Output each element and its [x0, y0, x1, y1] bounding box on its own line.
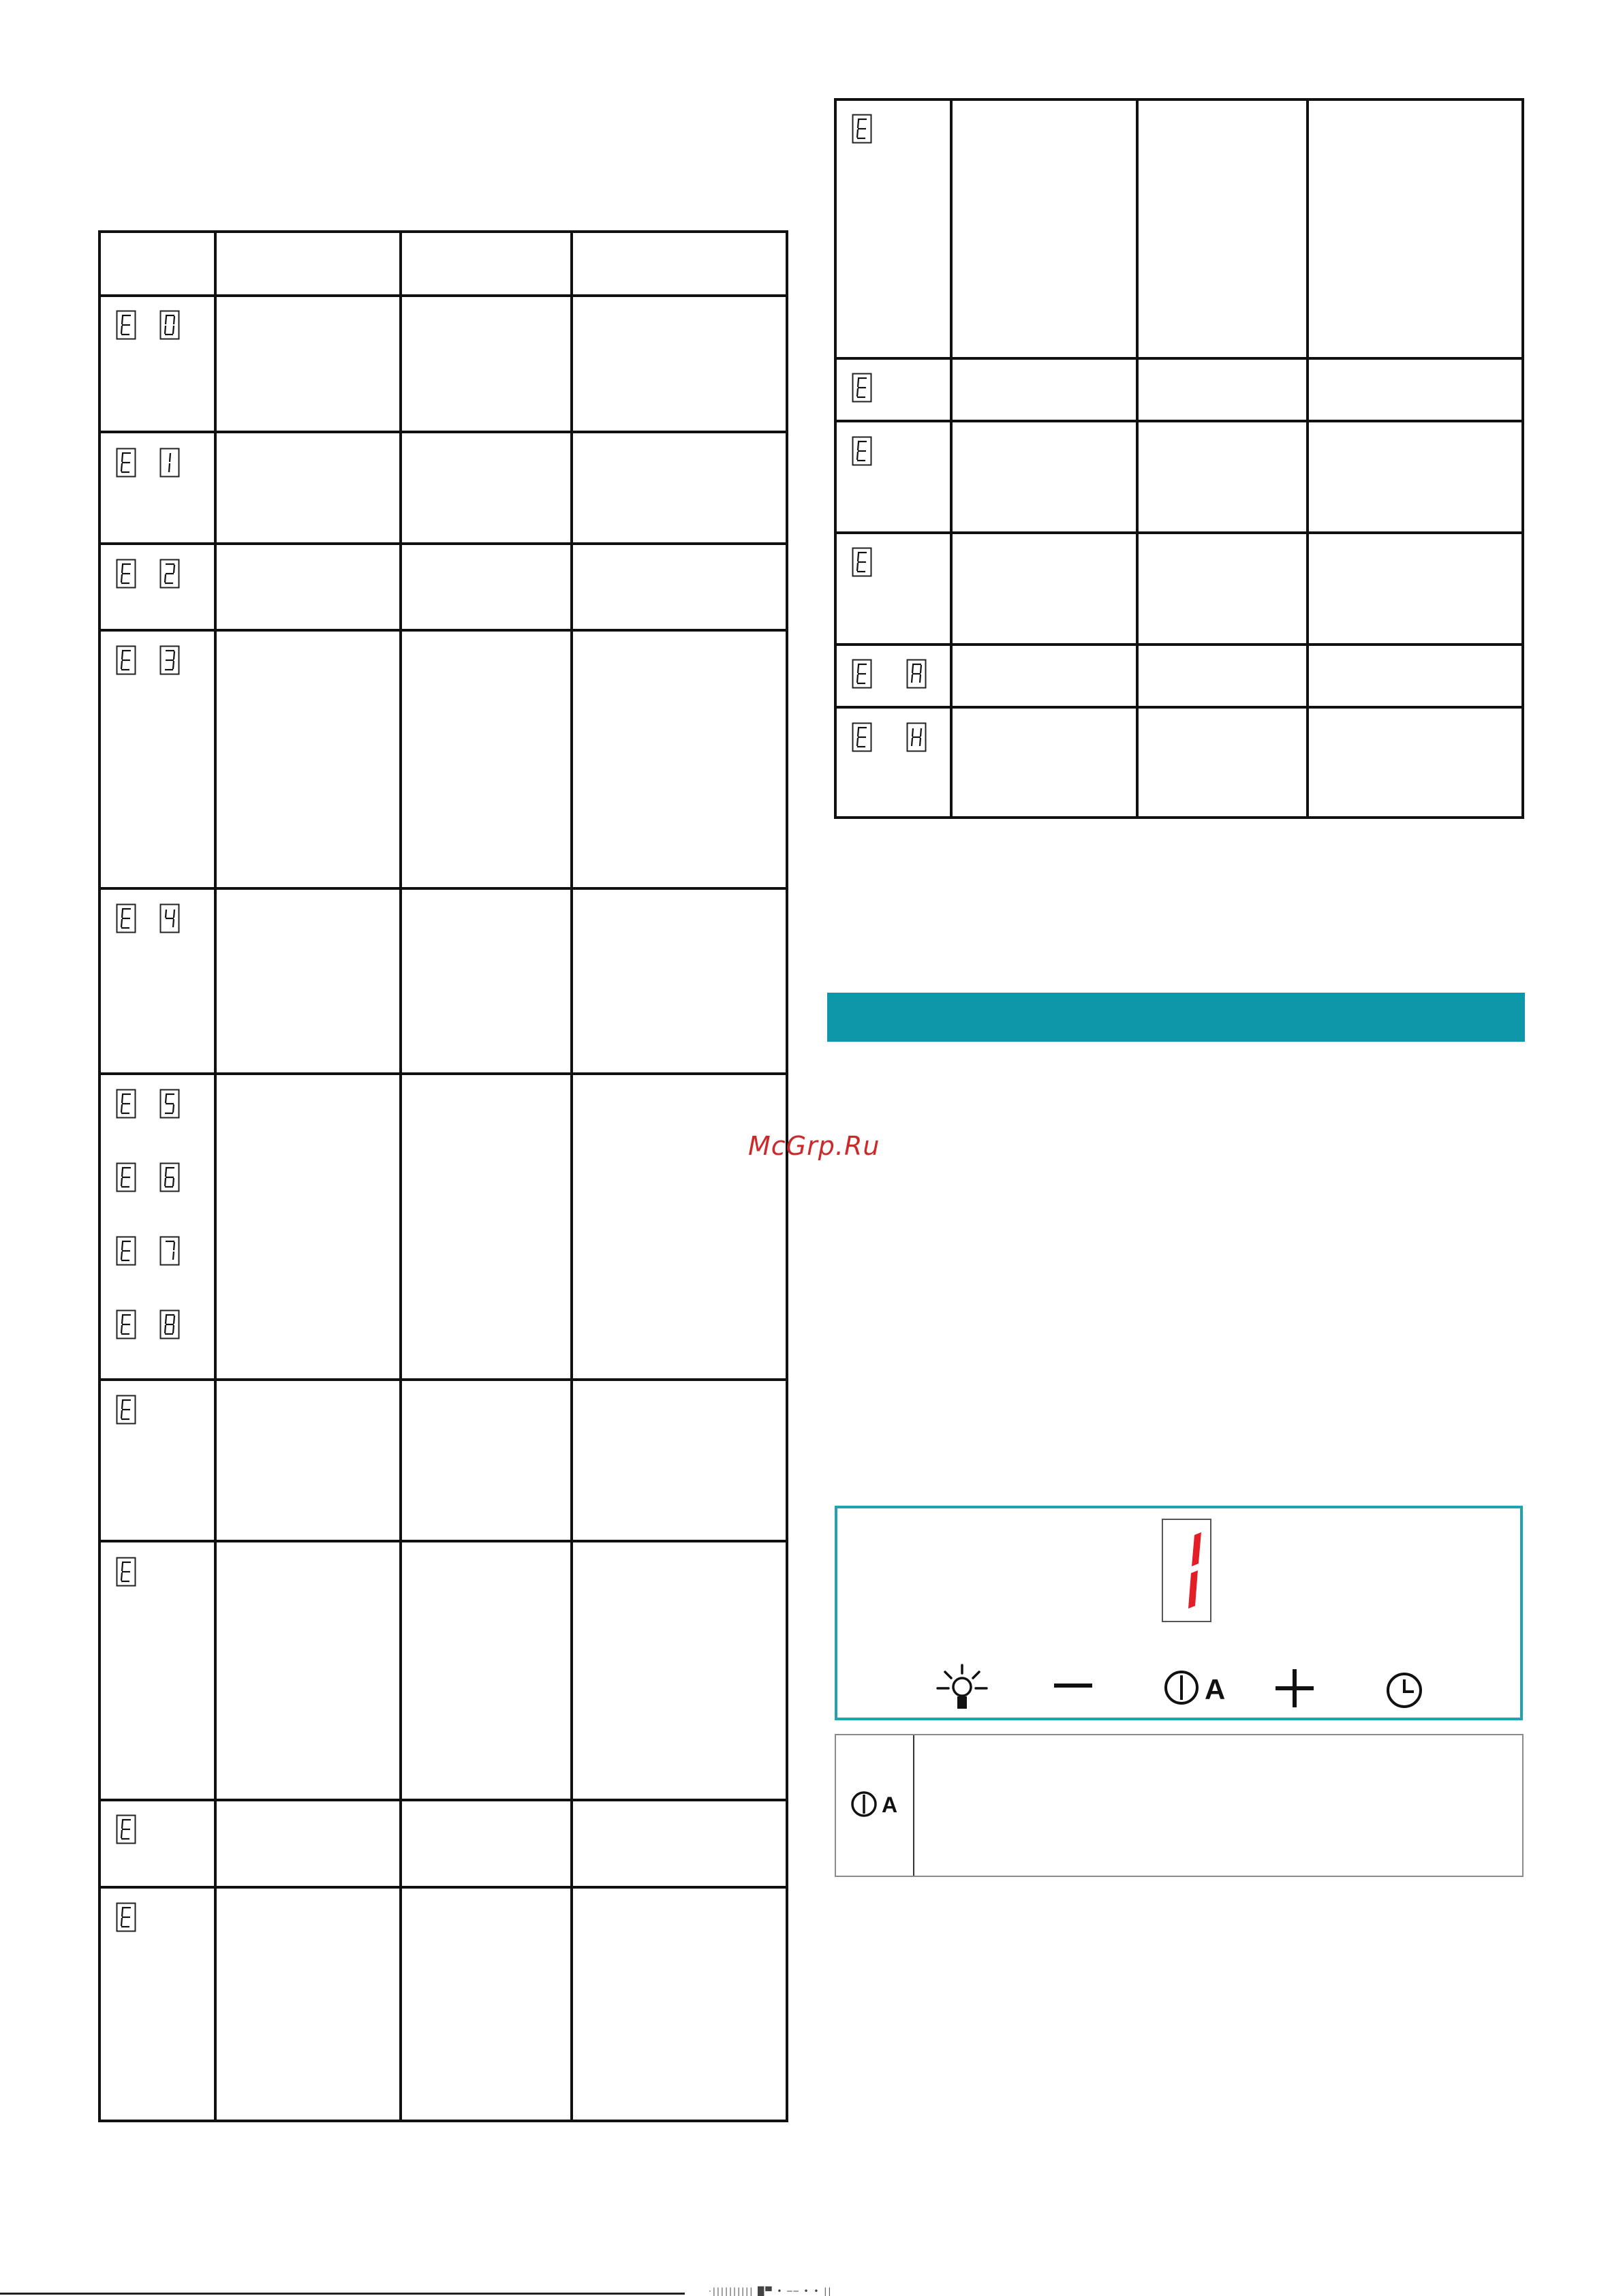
- code-glyph-e: [116, 1395, 136, 1425]
- footer-fragment: ·|||||||||| █▀ • ── • • ||: [709, 2286, 833, 2296]
- code-glyph-e: [116, 1089, 136, 1119]
- code-glyph-1: [159, 448, 180, 478]
- key-description-table: [835, 1734, 1524, 1877]
- code-glyph-7: [159, 1236, 180, 1266]
- code-glyph-6: [159, 1162, 180, 1192]
- watermark: McGrp.Ru: [748, 1131, 880, 1161]
- timer-icon[interactable]: [1385, 1671, 1424, 1713]
- section-header-bar: [827, 993, 1525, 1042]
- code-glyph-e: [852, 722, 872, 752]
- code-glyph-2: [159, 559, 180, 589]
- power-auto-button[interactable]: [1161, 1669, 1226, 1709]
- code-glyph-e: [852, 547, 872, 577]
- code-glyph-e: [116, 1236, 136, 1266]
- code-glyph-e: [116, 645, 136, 675]
- code-glyph-a: [906, 659, 927, 689]
- power-icon: [850, 1790, 880, 1818]
- footer-rule: [0, 2293, 685, 2295]
- code-glyph-e: [116, 448, 136, 478]
- minus-icon[interactable]: [1053, 1679, 1094, 1696]
- plus-icon[interactable]: [1274, 1668, 1315, 1712]
- code-glyph-e: [116, 1902, 136, 1932]
- code-glyph-e: [116, 903, 136, 933]
- code-glyph-5: [159, 1089, 180, 1119]
- key-table-divider: [913, 1735, 914, 1876]
- display-digit: [1162, 1519, 1211, 1622]
- left-table-border: [99, 232, 787, 2121]
- code-glyph-e: [852, 659, 872, 689]
- key-auto-letter: A: [882, 1793, 898, 1817]
- code-glyph-e: [852, 373, 872, 403]
- code-glyph-8: [159, 1309, 180, 1339]
- auto-letter: A: [1205, 1673, 1226, 1705]
- code-glyph-0: [159, 310, 180, 340]
- code-glyph-e: [116, 310, 136, 340]
- code-glyph-e: [116, 1557, 136, 1587]
- code-glyph-e: [116, 1162, 136, 1192]
- code-glyph-3: [159, 645, 180, 675]
- code-glyph-e: [116, 1814, 136, 1844]
- code-glyph-e: [852, 114, 872, 144]
- code-glyph-h: [906, 722, 927, 752]
- code-glyph-e: [116, 559, 136, 589]
- right-table-border: [835, 99, 1523, 818]
- code-glyph-e: [852, 436, 872, 466]
- key-power-auto: [850, 1790, 898, 1822]
- light-icon[interactable]: [935, 1662, 989, 1718]
- code-glyph-e: [116, 1309, 136, 1339]
- code-glyph-4: [159, 903, 180, 933]
- power-icon: [1161, 1669, 1202, 1706]
